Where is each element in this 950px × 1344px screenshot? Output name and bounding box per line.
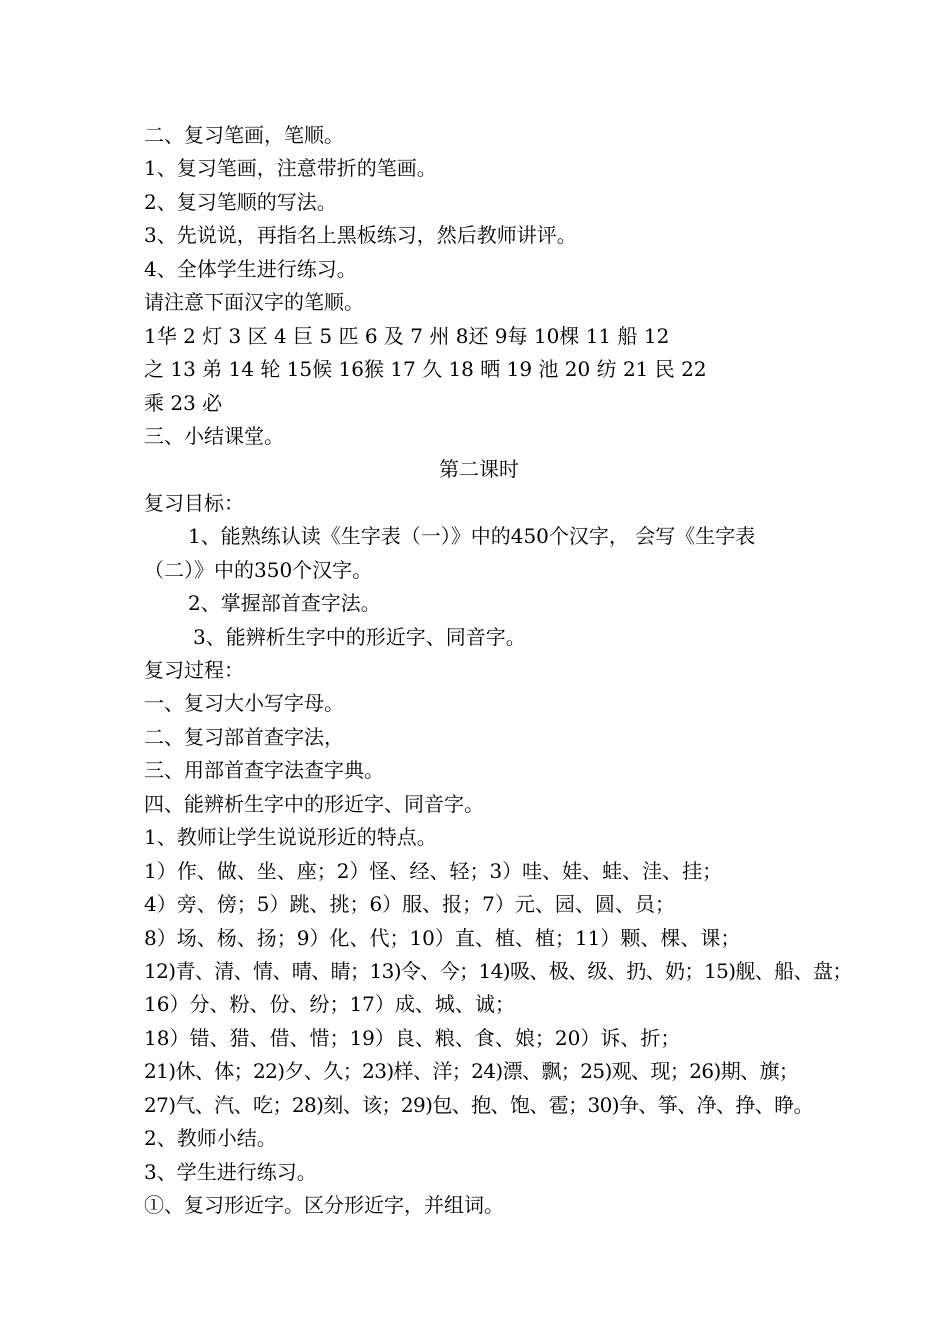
text-line: 复习过程： (144, 658, 244, 682)
text-line: 4、全体学生进行练习。 (144, 256, 357, 281)
text-line: 复习目标： (144, 490, 244, 515)
text-line: 四、能辨析生字中的形近字、同音字。 (144, 791, 484, 816)
text-line: 1、能熟练认读《生字表（一）》中的450个汉字， 会写《生字表 (188, 524, 756, 549)
stroke-order-list: 乘 23 必 (144, 390, 223, 415)
word-group-line: 16）分、粉、份、纷；17）成、城、诚； (144, 992, 515, 1017)
text-line: 三、小结课堂。 (144, 423, 284, 448)
word-group-line: 1）作、做、坐、座；2）怪、经、轻；3）哇、娃、蛙、洼、挂； (144, 858, 723, 883)
text-line: 请注意下面汉字的笔顺。 (144, 290, 364, 315)
section-heading: 第二课时 (439, 457, 519, 482)
stroke-order-list: 之 13 弟 14 轮 15候 16猴 17 久 18 晒 19 池 20 纺 21 民 22 (144, 357, 707, 382)
text-line: 2、掌握部首查字法。 (188, 591, 381, 616)
text-line: 3、先说说，再指名上黑板练习，然后教师讲评。 (144, 223, 577, 248)
text-line: 二、复习部首查字法， (144, 724, 344, 749)
word-group-line: 18）错、猎、借、惜；19）良、粮、食、娘；20）诉、折； (144, 1025, 681, 1050)
text-line: 三、用部首查字法查字典。 (144, 758, 384, 783)
word-group-line: 8）场、杨、扬；9）化、代；10）直、植、植；11）颗、棵、课； (144, 925, 741, 950)
text-line: 1、复习笔画，注意带折的笔画。 (144, 156, 437, 181)
text-line: 1、教师让学生说说形近的特点。 (144, 825, 437, 850)
word-group-line: 27)气、汽、吃；28)刻、该；29)包、抱、饱、雹；30)争、筝、净、挣、睁。 (144, 1092, 814, 1117)
word-group-line: 4）旁、傍；5）跳、挑；6）服、报；7）元、园、圆、员； (144, 892, 675, 917)
text-line: （二）》中的350个汉字。 (144, 557, 373, 582)
text-line: 二、复习笔画，笔顺。 (144, 123, 344, 147)
word-group-line: 12)青、清、情、晴、睛；13)令、今；14)吸、极、级、扔、奶；15)舰、船、盘； (144, 958, 852, 983)
text-line: ①、复习形近字。区分形近字，并组词。 (144, 1193, 504, 1217)
text-line: 3、学生进行练习。 (144, 1159, 317, 1184)
text-line: 2、教师小结。 (144, 1126, 277, 1151)
document-body (144, 119, 852, 1222)
word-group-line: 21)休、体；22)夕、久；23)样、洋；24)漂、飘；25)观、现；26)期、旗； (144, 1059, 799, 1084)
text-line: 3、能辨析生字中的形近字、同音字。 (193, 624, 526, 649)
text-line: 一、复习大小写字母。 (144, 691, 344, 716)
stroke-order-list: 1华 2 灯 3 区 4 巨 5 匹 6 及 7 州 8还 9每 10棵 11 船 12 (144, 323, 670, 348)
text-line: 2、复习笔顺的写法。 (144, 189, 337, 214)
